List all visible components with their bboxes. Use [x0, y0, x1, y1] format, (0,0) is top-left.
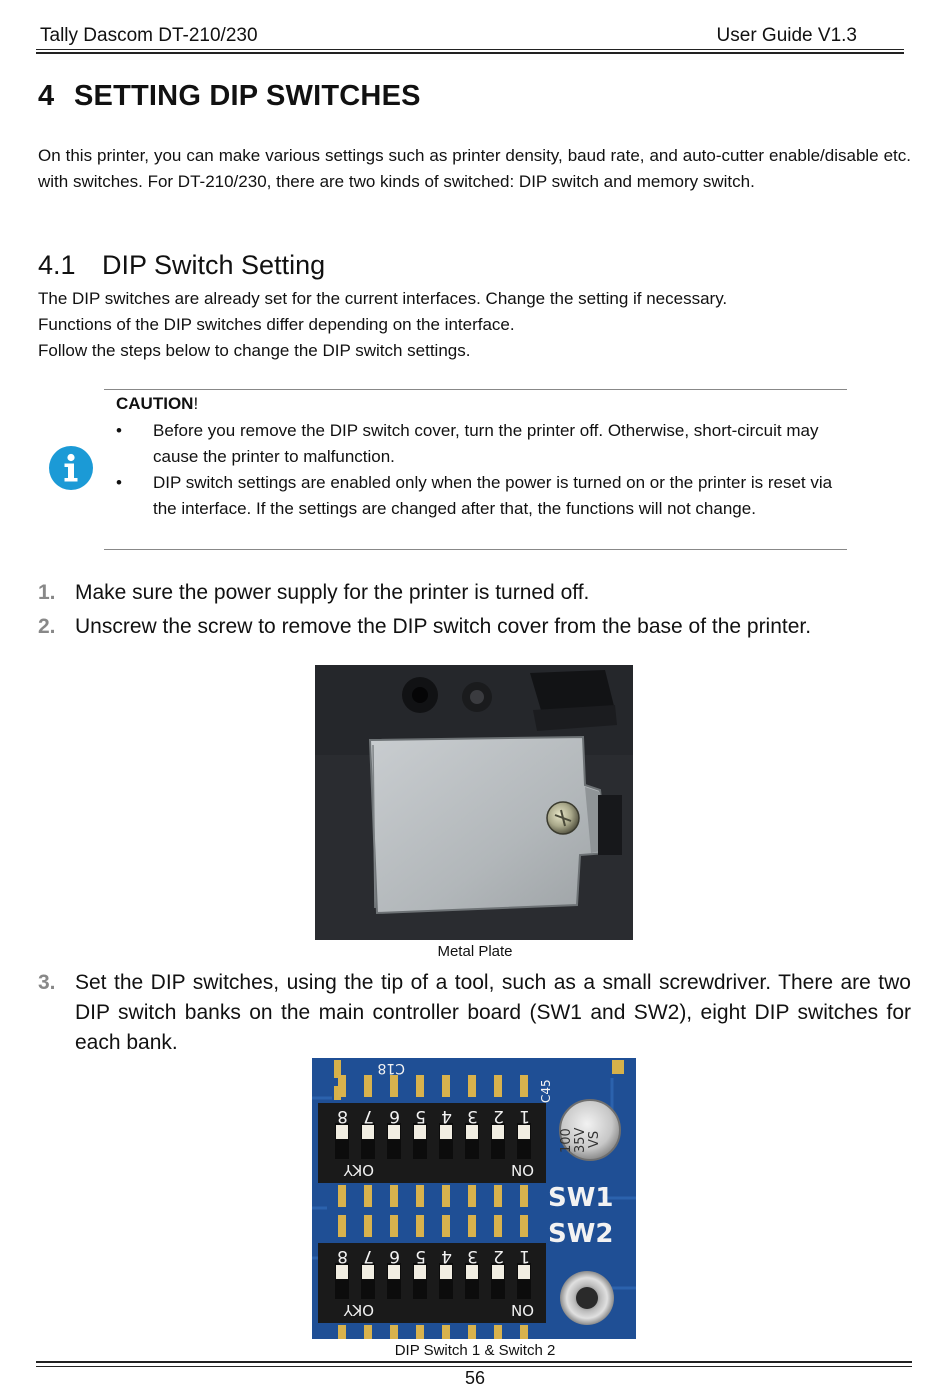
- capacitor-label-2: 35V: [573, 1127, 588, 1153]
- solder-pin: [364, 1215, 372, 1237]
- solder-pin: [364, 1075, 372, 1097]
- figure-caption-metal-plate: Metal Plate: [437, 943, 513, 960]
- header-rule-thick: [36, 52, 904, 54]
- dip-lever: [388, 1265, 400, 1279]
- dip-lever: [518, 1125, 530, 1139]
- bullet-icon: •: [116, 421, 122, 440]
- header-rule: [36, 49, 904, 50]
- solder-pin: [442, 1185, 450, 1207]
- page-number: 56: [464, 1368, 486, 1388]
- solder-pin: [338, 1215, 346, 1237]
- dip-lever: [518, 1265, 530, 1279]
- section-title: SETTING DIP SWITCHES: [74, 80, 421, 112]
- capacitor-label-1: 100: [559, 1128, 574, 1153]
- solder-pin: [520, 1215, 528, 1237]
- silk-c18: C18: [377, 1060, 405, 1076]
- figure-caption-dip-switch: DIP Switch 1 & Switch 2: [394, 1342, 556, 1359]
- solder-pin: [520, 1185, 528, 1207]
- capacitor-label-3: VS: [587, 1130, 602, 1148]
- dip-lever: [336, 1265, 348, 1279]
- dip-lever: [414, 1125, 426, 1139]
- section-intro: On this printer, you can make various settings such as printer density, baud rate, and auto-cutter enable/disable etc. with switches. For DT-210/230, there are two kinds of switched: DIP switch and memory switch.: [38, 146, 911, 191]
- switch-number: 6: [389, 1106, 400, 1126]
- step-number: 2.: [38, 615, 56, 638]
- solder-pin: [390, 1185, 398, 1207]
- dip-lever: [362, 1265, 374, 1279]
- caution-item: • DIP switch settings are enabled only when the power is turned on or the printer is reset via the interface. If the settings are changed after that, the functions will not change.: [116, 470, 841, 522]
- solder-pin: [494, 1075, 502, 1097]
- solder-pin: [416, 1325, 424, 1339]
- solder-pin: [338, 1325, 346, 1339]
- switch-number: 6: [389, 1246, 400, 1266]
- switch-number: 5: [415, 1106, 426, 1126]
- dip-lever: [414, 1265, 426, 1279]
- switch-number: 4: [441, 1246, 452, 1266]
- step-number: 1.: [38, 581, 56, 604]
- solder-pin: [442, 1325, 450, 1339]
- solder-pin: [338, 1185, 346, 1207]
- caution-title: CAUTION!: [116, 394, 199, 413]
- solder-pin: [416, 1215, 424, 1237]
- section-number: 4: [38, 80, 55, 112]
- silk-oky-1: OKY: [343, 1161, 374, 1179]
- metal-plate-photo: [315, 665, 633, 940]
- solder-pin: [494, 1185, 502, 1207]
- silk-on-1: ON: [510, 1161, 534, 1179]
- step-3: [38, 968, 911, 1060]
- switch-number: 7: [363, 1246, 374, 1266]
- solder-pin: [468, 1215, 476, 1237]
- switch-number: 8: [337, 1246, 348, 1266]
- switch-number: 2: [493, 1246, 504, 1266]
- dip-lever: [492, 1265, 504, 1279]
- header-product: Tally Dascom DT-210/230: [40, 25, 258, 46]
- solder-pin: [468, 1325, 476, 1339]
- solder-pin: [442, 1215, 450, 1237]
- step-text: Unscrew the screw to remove the DIP switch cover from the base of the printer.: [75, 615, 812, 638]
- switch-number: 2: [493, 1106, 504, 1126]
- solder-pin: [364, 1325, 372, 1339]
- info-icon: [49, 446, 93, 490]
- dip-lever: [362, 1125, 374, 1139]
- dip-lever: [388, 1125, 400, 1139]
- dip-lever: [440, 1265, 452, 1279]
- dip-lever: [466, 1125, 478, 1139]
- silk-c45: C45: [539, 1079, 553, 1103]
- silk-oky-2: OKY: [343, 1301, 374, 1319]
- silk-on-2: ON: [510, 1301, 534, 1319]
- switch-number: 8: [337, 1106, 348, 1126]
- body-line: Functions of the DIP switches differ depending on the interface.: [38, 315, 515, 334]
- step-text: Set the DIP switches, using the tip of a tool, such as a small screwdriver. There are two DIP switch banks on the main controller board (SW1 and SW2), eight DIP switches for each bank.: [75, 971, 911, 1054]
- solder-pin: [520, 1325, 528, 1339]
- footer-rule-thick: [36, 1361, 912, 1363]
- switch-number: 4: [441, 1106, 452, 1126]
- dip-lever: [466, 1265, 478, 1279]
- solder-pin: [364, 1185, 372, 1207]
- solder-pin: [468, 1075, 476, 1097]
- subsection-number: 4.1: [38, 250, 76, 280]
- switch-number: 5: [415, 1246, 426, 1266]
- dip-switch-photo: [312, 1058, 636, 1339]
- caution-list: [116, 418, 841, 522]
- dip-lever: [440, 1125, 452, 1139]
- solder-pin: [442, 1075, 450, 1097]
- silk-sw2: SW2: [548, 1219, 614, 1249]
- silk-sw1: SW1: [548, 1183, 614, 1213]
- solder-pin: [338, 1075, 346, 1097]
- header-doc-version: User Guide V1.3: [716, 25, 857, 46]
- switch-number: 7: [363, 1106, 374, 1126]
- solder-pin: [390, 1215, 398, 1237]
- step-number: 3.: [38, 971, 56, 994]
- bullet-icon: •: [116, 473, 122, 492]
- subsection-title: DIP Switch Setting: [102, 250, 326, 280]
- step-text: Make sure the power supply for the printer is turned off.: [75, 581, 590, 604]
- solder-pin: [416, 1075, 424, 1097]
- body-line: The DIP switches are already set for the current interfaces. Change the setting if necessary.: [38, 289, 728, 308]
- switch-number: 3: [467, 1246, 478, 1266]
- dip-lever: [336, 1125, 348, 1139]
- caution-box: [104, 389, 847, 550]
- solder-pin: [390, 1075, 398, 1097]
- body-line: Follow the steps below to change the DIP switch settings.: [38, 341, 471, 360]
- switch-number: 3: [467, 1106, 478, 1126]
- solder-pin: [494, 1325, 502, 1339]
- footer-rule: [36, 1366, 912, 1367]
- solder-pin: [416, 1185, 424, 1207]
- switch-number: 1: [519, 1246, 530, 1266]
- solder-pin: [494, 1215, 502, 1237]
- caution-item: • Before you remove the DIP switch cover, turn the printer off. Otherwise, short-circuit may cause the printer to malfunction.: [116, 418, 841, 470]
- section-heading: [38, 80, 421, 113]
- solder-pin: [390, 1325, 398, 1339]
- solder-pin: [468, 1185, 476, 1207]
- subsection-body: [38, 286, 911, 364]
- page-header: [38, 25, 903, 47]
- switch-number: 1: [519, 1106, 530, 1126]
- dip-lever: [492, 1125, 504, 1139]
- subsection-heading: [38, 250, 325, 281]
- solder-pin: [520, 1075, 528, 1097]
